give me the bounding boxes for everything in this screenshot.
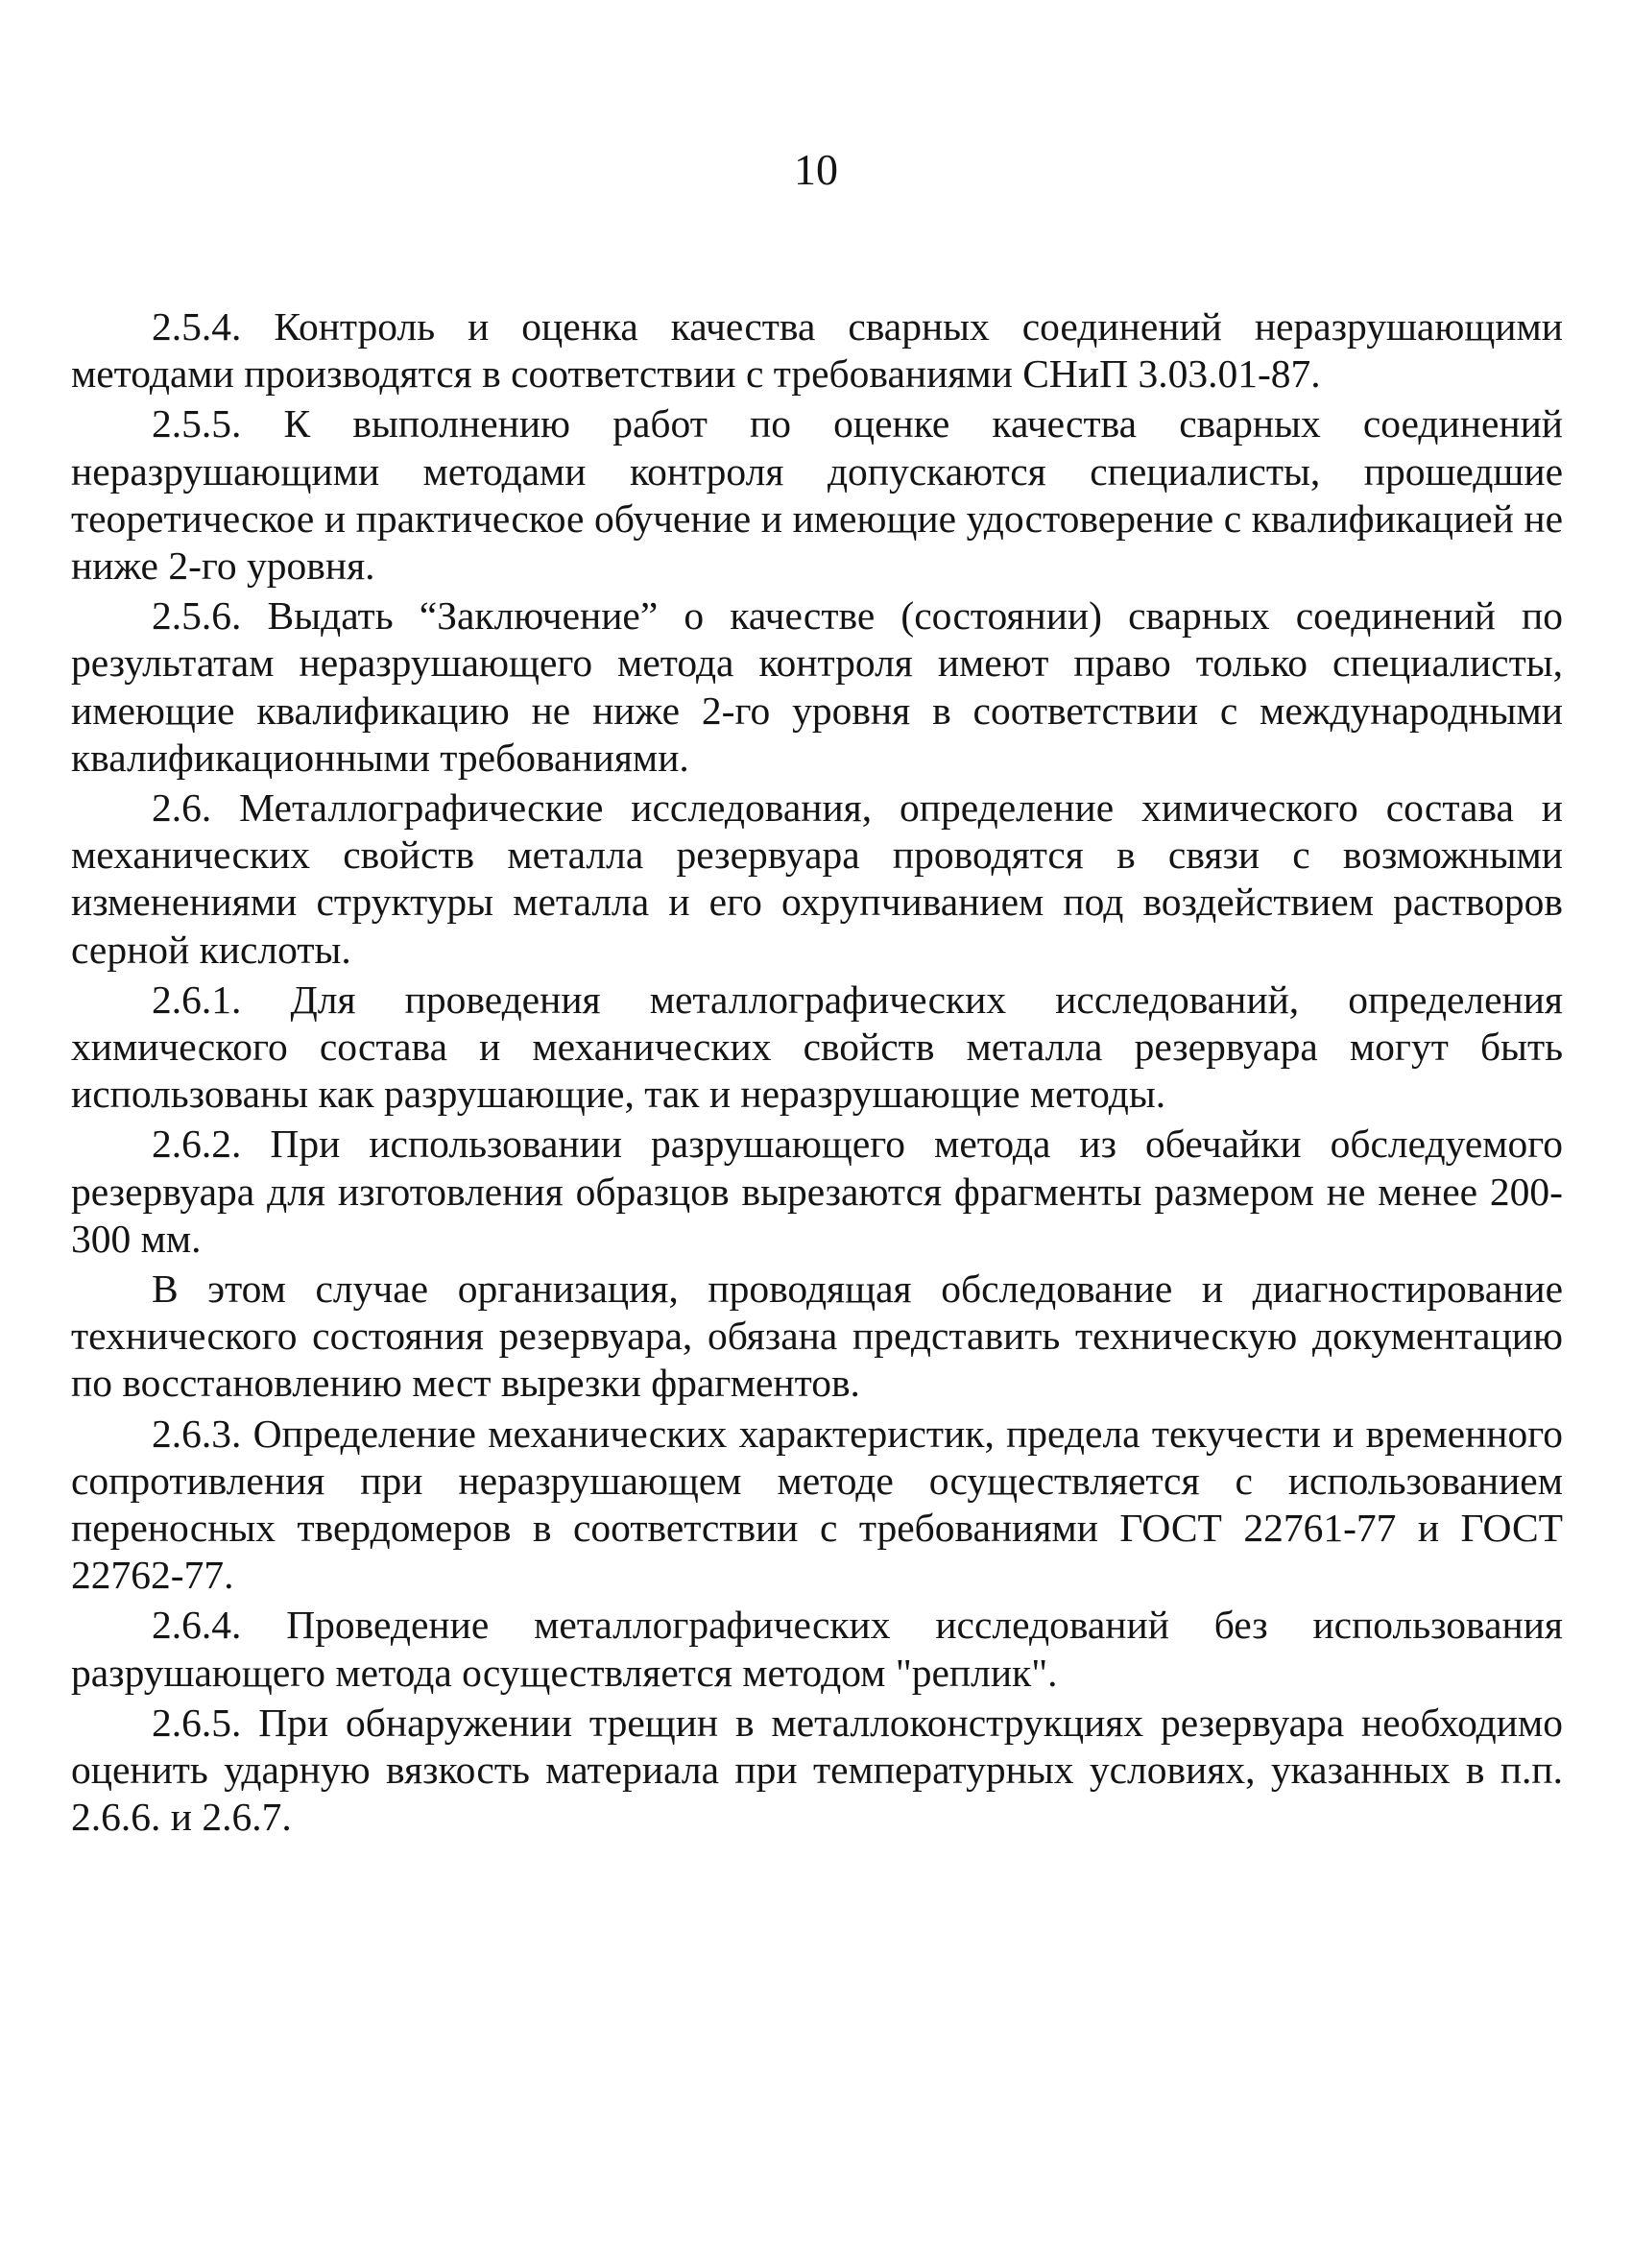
paragraph-2-6-2-continued: В этом случае организация, проводящая обследование и диагностирование технического состояния резервуара, обязана представить техническую документацию по восстановлению мест вырезки фрагментов. <box>71 1267 1563 1406</box>
body-text <box>71 303 1563 1845</box>
paragraph-2-6-1: 2.6.1. Для проведения металлографических исследований, определения химического состава и механических свойств металла резервуара могут быть использованы как разрушающие, так и неразрушающие методы. <box>71 977 1563 1117</box>
paragraph-2-6-2: 2.6.2. При использовании разрушающего метода из обечайки обследуемого резервуара для изготовления образцов вырезаются фрагменты размером не менее 200-300 мм. <box>71 1122 1563 1261</box>
paragraph-2-5-5: 2.5.5. К выполнению работ по оценке качества сварных соединений неразрушающими методами контроля допускаются специалисты, прошедшие теоретическое и практическое обучение и имеющие удостоверение с квалификацией не ниже 2-го уровня. <box>71 401 1563 589</box>
paragraph-2-6-3: 2.6.3. Определение механических характеристик, предела текучести и временного сопротивления при неразрушающем методе осуществляется с использованием переносных твердомеров в соответствии с требованиями ГОСТ 22761-77 и ГОСТ 22762-77. <box>71 1411 1563 1598</box>
paragraph-2-6: 2.6. Металлографические исследования, определение химического состава и механических свойств металла резервуара проводятся в связи с возможными изменениями структуры металла и его охрупчиванием под воздействием растворов серной кислоты. <box>71 785 1563 972</box>
paragraph-2-6-5: 2.6.5. При обнаружении трещин в металлоконструкциях резервуара необходимо оценить ударную вязкость материала при температурных условиях, указанных в п.п. 2.6.6. и 2.6.7. <box>71 1700 1563 1840</box>
paragraph-2-6-4: 2.6.4. Проведение металлографических исследований без использования разрушающего метода осуществляется методом "реплик". <box>71 1603 1563 1695</box>
paragraph-2-5-4: 2.5.4. Контроль и оценка качества сварных соединений неразрушающими методами производятся в соответствии с требованиями СНиП 3.03.01-87. <box>71 304 1563 397</box>
page-number: 10 <box>794 145 838 194</box>
paragraph-2-5-6: 2.5.6. Выдать “Заключение” о качестве (состоянии) сварных соединений по результатам неразрушающего метода контроля имеют право только специалисты, имеющие квалификацию не ниже 2-го уровня в соответствии с международными квалификационными требованиями. <box>71 593 1563 780</box>
